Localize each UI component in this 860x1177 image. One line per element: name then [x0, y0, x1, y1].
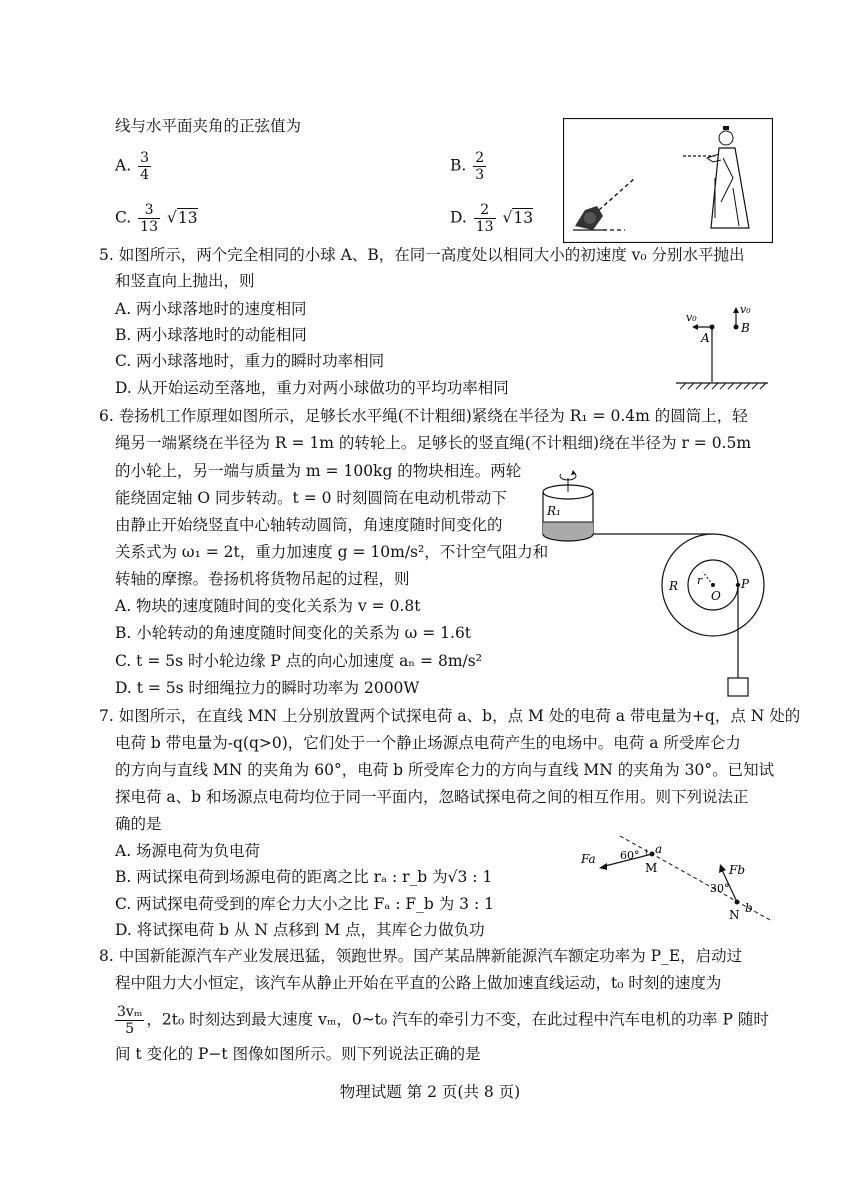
- label-big-r: R: [669, 579, 679, 593]
- label-m: M: [645, 861, 658, 875]
- q7-option-c: C. 两试探电荷受到的库仑力大小之比 Fₐ : F_b 为 3 : 1: [115, 895, 494, 913]
- q6-stem-line2: 绳另一端紧绕在半径为 R = 1m 的转轮上。足够长的竖直绳(不计粗细)绕在半径为 r = 0.5m: [115, 434, 752, 452]
- q6-option-b: B. 小轮转动的角速度随时间变化的关系为 ω = 1.6t: [115, 624, 472, 642]
- label-a: a: [655, 842, 663, 856]
- q6-stem-line3: 的小轮上，另一端与质量为 m = 100kg 的物块相连。两轮: [115, 462, 522, 480]
- sqrt-radicand: 13: [177, 208, 198, 227]
- q7-stem-line3: 的方向与直线 MN 的夹角为 60°，电荷 b 所受库仑力的方向与直线 MN 的夹角为 30°。已知试: [115, 761, 775, 779]
- projectile-figure: [672, 300, 772, 392]
- q7-stem-line4: 探电荷 a、b 和场源点电荷均位于同一平面内，忽略试探电荷之间的相互作用。则下列说法正: [115, 788, 749, 806]
- label-v0-b: v₀: [740, 303, 751, 316]
- q6-option-a: A. 物块的速度随时间的变化关系为 v = 0.8t: [115, 597, 421, 615]
- label-r1: R₁: [547, 504, 561, 518]
- q7-option-b: B. 两试探电荷到场源电荷的距离之比 rₐ : r_b 为√3 : 1: [115, 868, 493, 886]
- winch-figure: [535, 460, 780, 700]
- q4-stem-tail: 线与水平面夹角的正弦值为: [115, 117, 302, 135]
- label-fa: Fa: [581, 852, 596, 866]
- q6-stem-line7: 转轴的摩擦。卷扬机将货物吊起的过程，则: [115, 570, 410, 588]
- q6-option-c: C. t = 5s 时小轮边缘 P 点的向心加速度 aₙ = 8m/s²: [115, 652, 482, 670]
- q7-stem-line5: 确的是: [115, 815, 162, 833]
- label-30deg: 30°: [710, 882, 730, 895]
- charge-figure: [575, 830, 775, 930]
- q8-stem-line3: [113, 1004, 769, 1037]
- q7-stem-line2: 电荷 b 带电量为-q(q>0)，它们处于一个静止场源点电荷产生的电场中。电荷 a 所受库仑力: [115, 734, 741, 752]
- fraction: $\frac{2}{3}$: [475, 150, 485, 183]
- q6-stem-line5: 由静止开始绕竖直中心轴转动圆筒，角速度随时间变化的: [115, 516, 503, 534]
- q7-stem-line1: 7. 如图所示，在直线 MN 上分别放置两个试探电荷 a、b，点 M 处的电荷 a 带电量为+q，点 N 处的: [99, 707, 801, 725]
- label-small-r: r: [697, 574, 703, 587]
- sqrt-sign: √: [502, 208, 513, 227]
- label-n: N: [729, 908, 740, 922]
- option-label: D.: [450, 208, 467, 227]
- q6-stem-line1: 6. 卷扬机工作原理如图所示，足够长水平绳(不计粗细)紧绕在半径为 R₁ = 0.4m 的圆筒上，轻: [99, 407, 748, 425]
- q6-option-d: D. t = 5s 时细绳拉力的瞬时功率为 2000W: [115, 679, 420, 697]
- ground-hatch: [680, 383, 766, 389]
- sqrt-radicand: 13: [513, 208, 534, 227]
- q5-stem-line2: 和竖直向上抛出，则: [115, 272, 255, 290]
- q6-stem-line6: 关系式为 ω₁ = 2t，重力加速度 g = 10m/s²，不计空气阻力和: [115, 543, 549, 561]
- label-v0-a: v₀: [686, 311, 697, 324]
- fraction: $\frac{2}{13}$: [475, 202, 494, 235]
- q5-option-c: C. 两小球落地时，重力的瞬时功率相同: [115, 352, 385, 370]
- q4-option-c: [115, 202, 198, 235]
- archer-figure: [563, 118, 773, 243]
- label-b: b: [745, 901, 753, 915]
- label-b: B: [741, 321, 750, 335]
- label-60deg: 60°: [620, 849, 640, 862]
- fraction: $\frac{3}{13}$: [140, 202, 158, 235]
- option-label: B.: [450, 156, 467, 175]
- q8-stem-line4: 间 t 变化的 P−t 图像如图所示。则下列说法正确的是: [115, 1045, 481, 1063]
- q4-option-d: [450, 202, 533, 235]
- q5-option-b: B. 两小球落地时的动能相同: [115, 326, 307, 344]
- q7-option-d: D. 将试探电荷 b 从 N 点移到 M 点，其库仑力做负功: [115, 921, 485, 939]
- label-a: A: [701, 331, 710, 345]
- page-footer: 物理试题 第 2 页(共 8 页): [339, 1083, 521, 1101]
- q5-option-a: A. 两小球落地时的速度相同: [115, 300, 307, 318]
- fraction: $\frac{3}{4}$: [140, 150, 149, 183]
- q5-stem-line1: 5. 如图所示，两个完全相同的小球 A、B，在同一高度处以相同大小的初速度 v₀ 分别水平抛出: [99, 246, 745, 264]
- sqrt-sign: √: [166, 208, 177, 227]
- label-fb: Fb: [729, 863, 746, 877]
- q8-stem-line3-rest: ，2t₀ 时刻达到最大速度 vₘ，0~t₀ 汽车的牵引力不变，在此过程中汽车电机的功率 P 随时: [146, 1010, 769, 1029]
- q4-option-a: [115, 150, 153, 183]
- q7-option-a: A. 场源电荷为负电荷: [115, 842, 261, 860]
- option-label: A.: [115, 156, 132, 175]
- q8-stem-line2: 程中阻力大小恒定，该汽车从静止开始在平直的公路上做加速直线运动，t₀ 时刻的速度为: [115, 974, 722, 992]
- label-p: P: [741, 577, 750, 591]
- option-label: C.: [115, 208, 132, 227]
- q5-option-d: D. 从开始运动至落地，重力对两小球做功的平均功率相同: [115, 379, 509, 397]
- q6-stem-line4: 能绕固定轴 O 同步转动。t = 0 时刻圆筒在电动机带动下: [115, 489, 507, 507]
- fraction-3vm-over-5: $\frac{\text{3vₘ}}{5}$: [117, 1004, 143, 1037]
- q4-option-b: [450, 150, 488, 183]
- block-m: [728, 678, 748, 696]
- q8-stem-line1: 8. 中国新能源汽车产业发展迅猛，领跑世界。国产某品牌新能源汽车额定功率为 P_E，启动过: [99, 947, 743, 965]
- label-o: O: [711, 589, 721, 603]
